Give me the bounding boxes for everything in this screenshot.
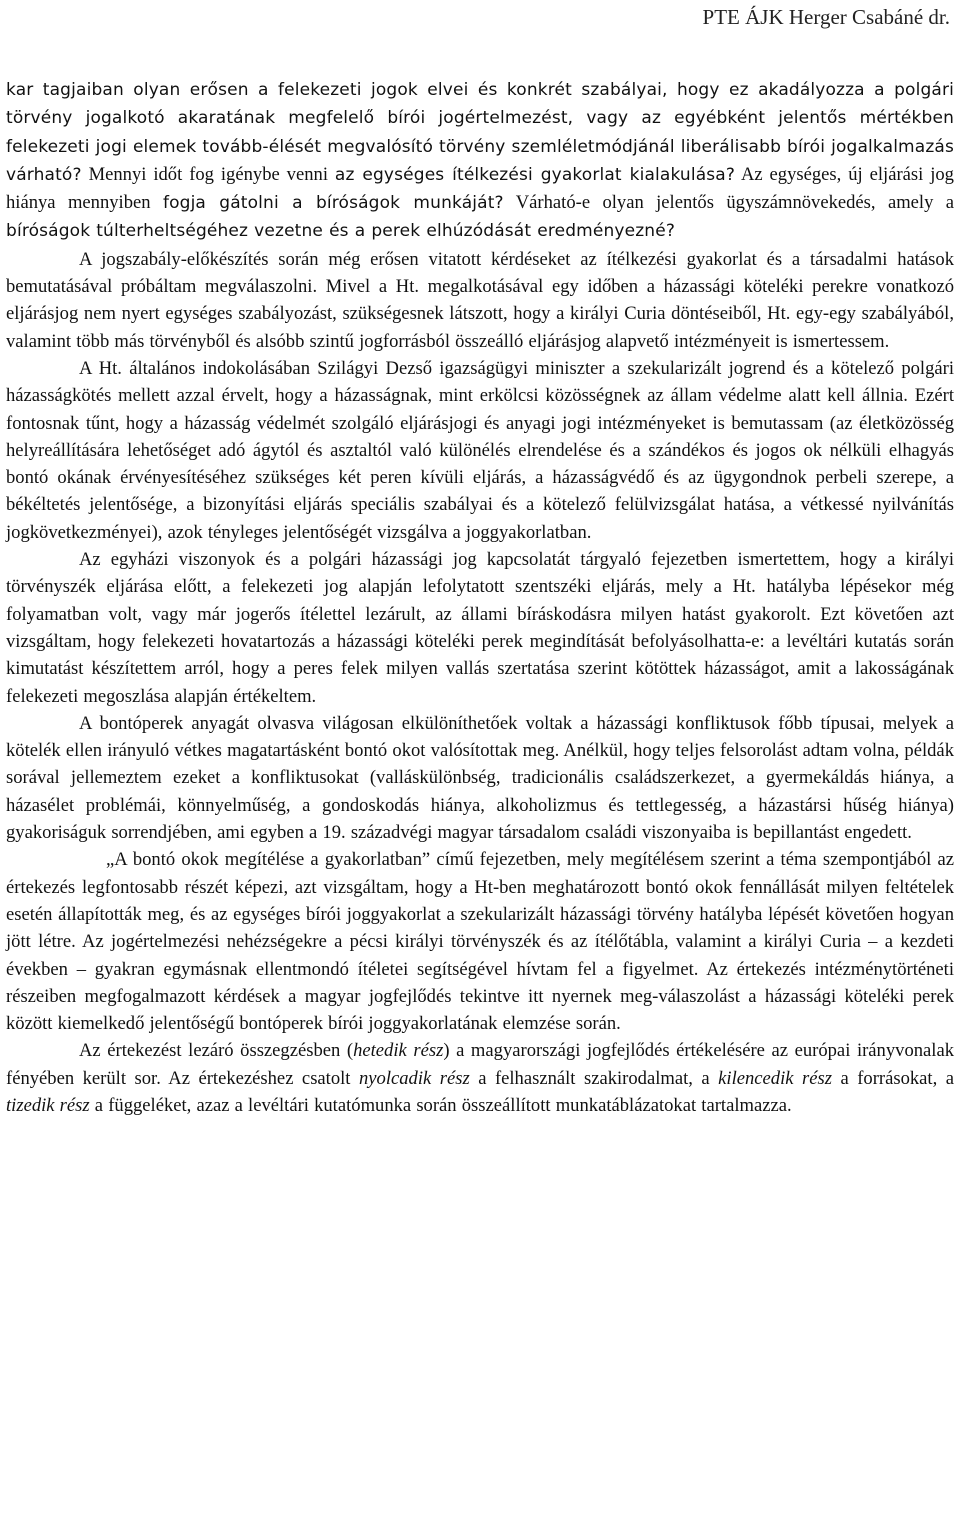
paragraph-continuation: [6, 76, 954, 246]
paragraph: „A bontó okok megítélése a gyakorlatban” című fejezetben, mely megítélésem szerint a téma szempontjából az értekezés legfontosabb részét képezi, azt vizsgáltam, hogy a Ht-ben meghatározott bontó okok fennállását milyen feltételek esetén állapították meg, és az egységes bírói joggyakorlat a szekularizált házassági törvény hatályba lépését követően hogyan jött létre. Az jogértelmezési nehézségekre a pécsi királyi törvényszék és az ítélőtábla, valamint a királyi Curia – a kezdeti években – gyakran egymásnak ellentmondó ítéletei segítségével hívtam fel a figyelmet. Az értekezés intézménytörténeti részeiben megfogalmazott kérdések a magyar jogfejlődés tekintve itt nyernek meg-válaszolást a házassági köteléki perek között kiemelkedő jelentőségű bontóperek bírói joggyakorlatának elemzése során.: [6, 849, 954, 1035]
paragraph: A Ht. általános indokolásában Szilágyi Dezső igazságügyi miniszter a szekularizált jogrend és a kötelező polgári házasságkötés mellett azzal érvelt, hogy a házasságnak, mint erkölcsi közösségnek az állam védelme alatt kell állnia. Ezért fontosnak tűnt, hogy a házasság védelmét szolgáló eljárásjogi és anyagi jogi intézményeket is bemutassam (az életközösség helyreállítására lehetőséget adó ágytól és asztaltól való különélés elrendelése és a szándékos és jogos ok nélküli elhagyás bontó okának érvényesítéséhez szükséges két peren kívüli eljárás, a házasságvédő és az ügygondnok perbeli szerepe, a békéltetés jelentősége, a bizonyítási eljárás speciális szabályai és a kötelező felülvizsgálat hatása, a vétkessé nyilvánítás jogkövetkezményei), azok tényleges jelentőségét vizsgálva a joggyakorlatban.: [6, 357, 954, 543]
paragraph-summary: [6, 1037, 954, 1119]
paragraph: A jogszabály-előkészítés során még erősen vitatott kérdéseket az ítélkezési gyakorlat és a társadalmi hatások bemutatásával próbáltam megválaszolni. Mivel a Ht. megalkotásával egy időben a házassági köteléki perekre vonatkozó eljárásjog nem nyert egységes szabályozást, szükségesnek látszott, hogy a királyi Curia döntéseiből, Ht. egy-egy szabályából, valamint több más törvényből és alsóbb szintű jogforrásból összeálló eljárásjog alapvető intézményeit is ismertessem.: [6, 248, 954, 352]
sans-text-segment: az egységes ítélkezési gyakorlat kialakulása?: [334, 164, 736, 185]
text-segment: ) a magyarországi jogfejlődés értékelésére az európai irányvonalak fényében került sor. Az értekezéshez csatolt: [6, 1040, 955, 1089]
italic-part-name: tizedik rész: [6, 1094, 90, 1116]
paragraph: A bontóperek anyagát olvasva világosan elkülöníthetőek voltak a házassági konfliktusok főbb típusai, melyek a kötelék ellen irányuló vétkes magatartásként bontó okot valósítottak meg. Anélkül, hogy teljes felsorolást adtam volna, példák sorával jellemeztem ezeket a konfliktusokat (valláskülönbség, tradicionális családszerkezet, a gyermekáldás hiánya, a házasélet problémái, könnyelműség, a gondoskodás hiánya, alkoholizmus és tettlegesség, a házastársi hűség hiánya) gyakoriságuk sorrendjében, ami egyben a 19. századvégi magyar társadalom családi viszonyaiba is bepillantást engedett.: [6, 712, 954, 844]
serif-text-segment: Várható-e olyan jelentős ügyszámnövekedés, amely a: [503, 192, 955, 214]
text-segment: a forrásokat, a: [831, 1067, 954, 1089]
italic-part-name: hetedik rész: [353, 1040, 444, 1062]
document-body: [6, 76, 954, 1119]
page-header-author: PTE ÁJK Herger Csabáné dr.: [702, 5, 950, 29]
text-segment: Az értekezést lezáró összegzésben (: [79, 1040, 354, 1062]
sans-text-segment: fogja gátolni a bíróságok munkáját?: [162, 193, 504, 214]
italic-part-name: kilencedik rész: [718, 1067, 832, 1089]
text-segment: a függeléket, azaz a levéltári kutatómunka során összeállított munkatáblázatokat tartalmazza.: [89, 1094, 792, 1116]
text-segment: a felhasznált szakirodalmat, a: [469, 1067, 719, 1089]
serif-text-segment: Az egységes, új eljárási jog hiánya mennyiben: [6, 163, 954, 214]
paragraph: Az egyházi viszonyok és a polgári házassági jog kapcsolatát tárgyaló fejezetben ismertettem, hogy a királyi törvényszék eljárása előtt, a felekezeti jog alapján lefolytatott szentszéki eljárás, mely a Ht. hatályba lépésekor még folyamatban volt, vagy már jogerős ítélettel lezárult, az állami bíráskodásra milyen hatást gyakorolt. Ezt követően azt vizsgáltam, hogy felekezeti hovatartozás a házassági köteléki perek megindítását befolyásolhatta-e: a levéltári kutatás során kimutatást készítettem arról, hogy a peres felek milyen vallás szertatása szerint kötöttek házasságot, amit a lakosságának felekezeti megoszlása alapján értékeltem.: [6, 549, 954, 707]
italic-part-name: nyolcadik rész: [358, 1067, 470, 1089]
serif-text-segment: Mennyi időt fog igénybe venni: [81, 163, 335, 185]
sans-text-segment: bíróságok túlterheltségéhez vezetne és a perek elhúzódását eredményezné?: [6, 221, 676, 242]
sans-text-segment: kar tagjaiban olyan erősen a felekezeti jogok elvei és konkrét szabályai, hogy ez akadályozza a polgári törvény jogalkotó akaratának megfelelő bírói jogértelmezést, vagy az egyébként jelentős mértékben felekezeti jogi elemek tovább-élését megvalósító törvény szemléletmódjánál liberálisabb bírói jogalkalmazás várható?: [6, 80, 954, 185]
